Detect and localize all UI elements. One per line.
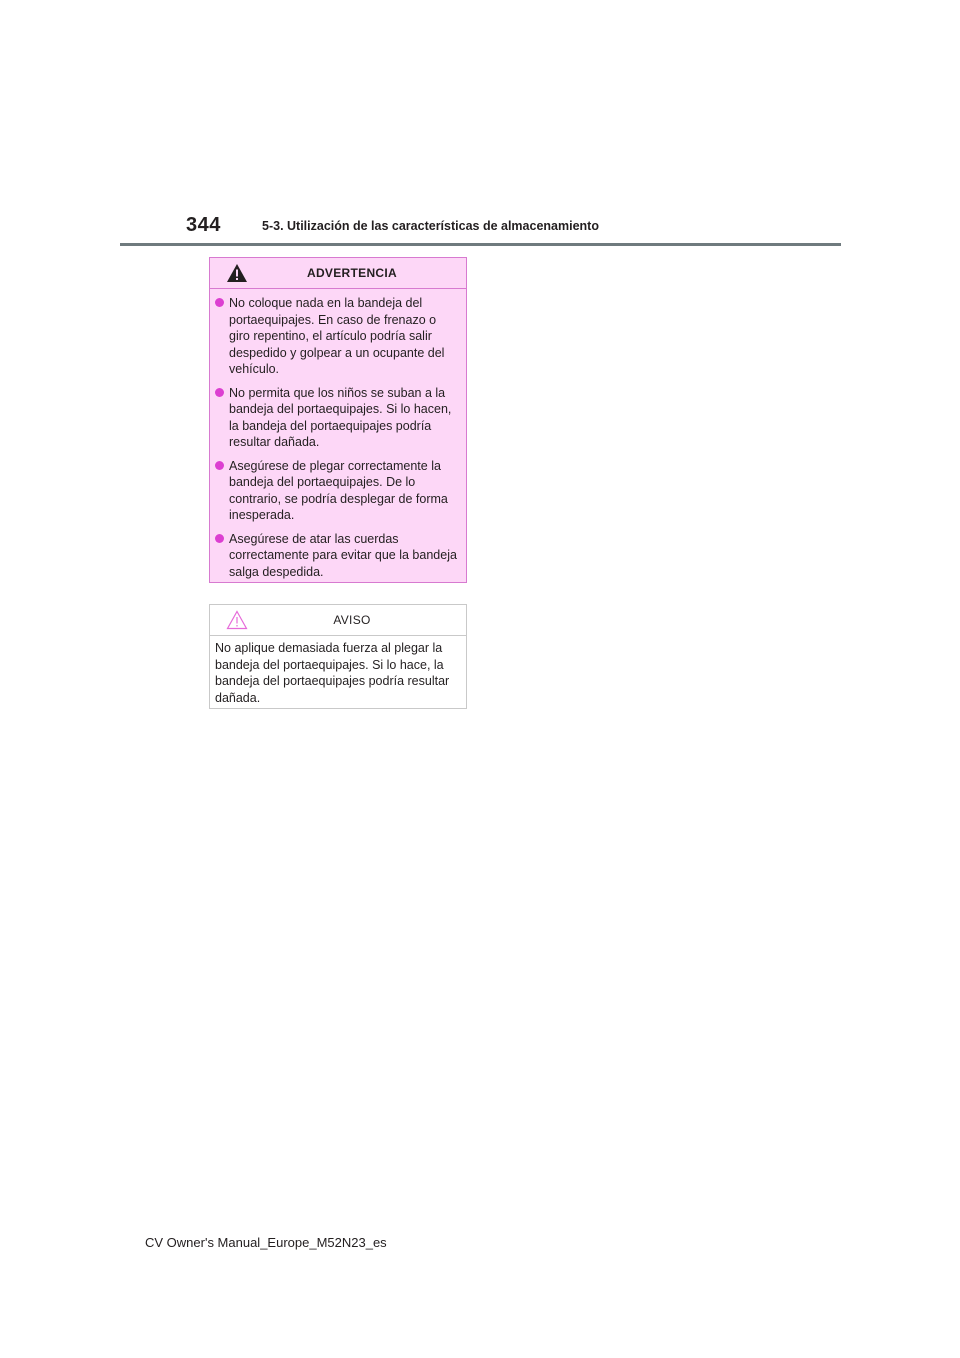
bullet-icon (215, 534, 224, 543)
warning-header (210, 258, 466, 289)
warning-item (215, 531, 460, 581)
bullet-icon (215, 298, 224, 307)
bullet-icon (215, 461, 224, 470)
header-rule (120, 243, 841, 246)
bullet-icon (215, 388, 224, 397)
page-number: 344 (186, 214, 221, 236)
notice-text: No aplique demasiada fuerza al plegar la bandeja del portaequipajes. Si lo hace, la bandeja del portaequipajes podría resultar dañada. (215, 641, 450, 705)
warning-box (209, 257, 467, 583)
caution-outline-triangle-icon (226, 610, 248, 630)
notice-title: AVISO (333, 613, 371, 627)
warning-list (210, 289, 466, 580)
section-title: 5-3. Utilización de las características de almacenamiento (262, 219, 599, 233)
warning-title: ADVERTENCIA (307, 266, 397, 280)
notice-box (209, 604, 467, 709)
warning-item (215, 458, 460, 524)
footer-text: CV Owner's Manual_Europe_M52N23_es (145, 1235, 387, 1250)
warning-triangle-icon (226, 263, 248, 283)
warning-item (215, 295, 460, 378)
warning-item (215, 385, 460, 451)
warning-item-text: No coloque nada en la bandeja del portaequipajes. En caso de frenazo o giro repentino, el artículo podría salir despedido y golpear a un ocupante del vehículo. (229, 296, 445, 376)
warning-item-text: No permita que los niños se suban a la bandeja del portaequipajes. Si lo hacen, la bandeja del portaequipajes podría resultar dañada. (229, 385, 452, 449)
notice-header (210, 605, 466, 636)
warning-item-text: Asegúrese de plegar correctamente la bandeja del portaequipajes. De lo contrario, se podría desplegar de forma inesperada. (229, 458, 448, 522)
warning-item-text: Asegúrese de atar las cuerdas correctamente para evitar que la bandeja salga despedida. (229, 531, 457, 579)
